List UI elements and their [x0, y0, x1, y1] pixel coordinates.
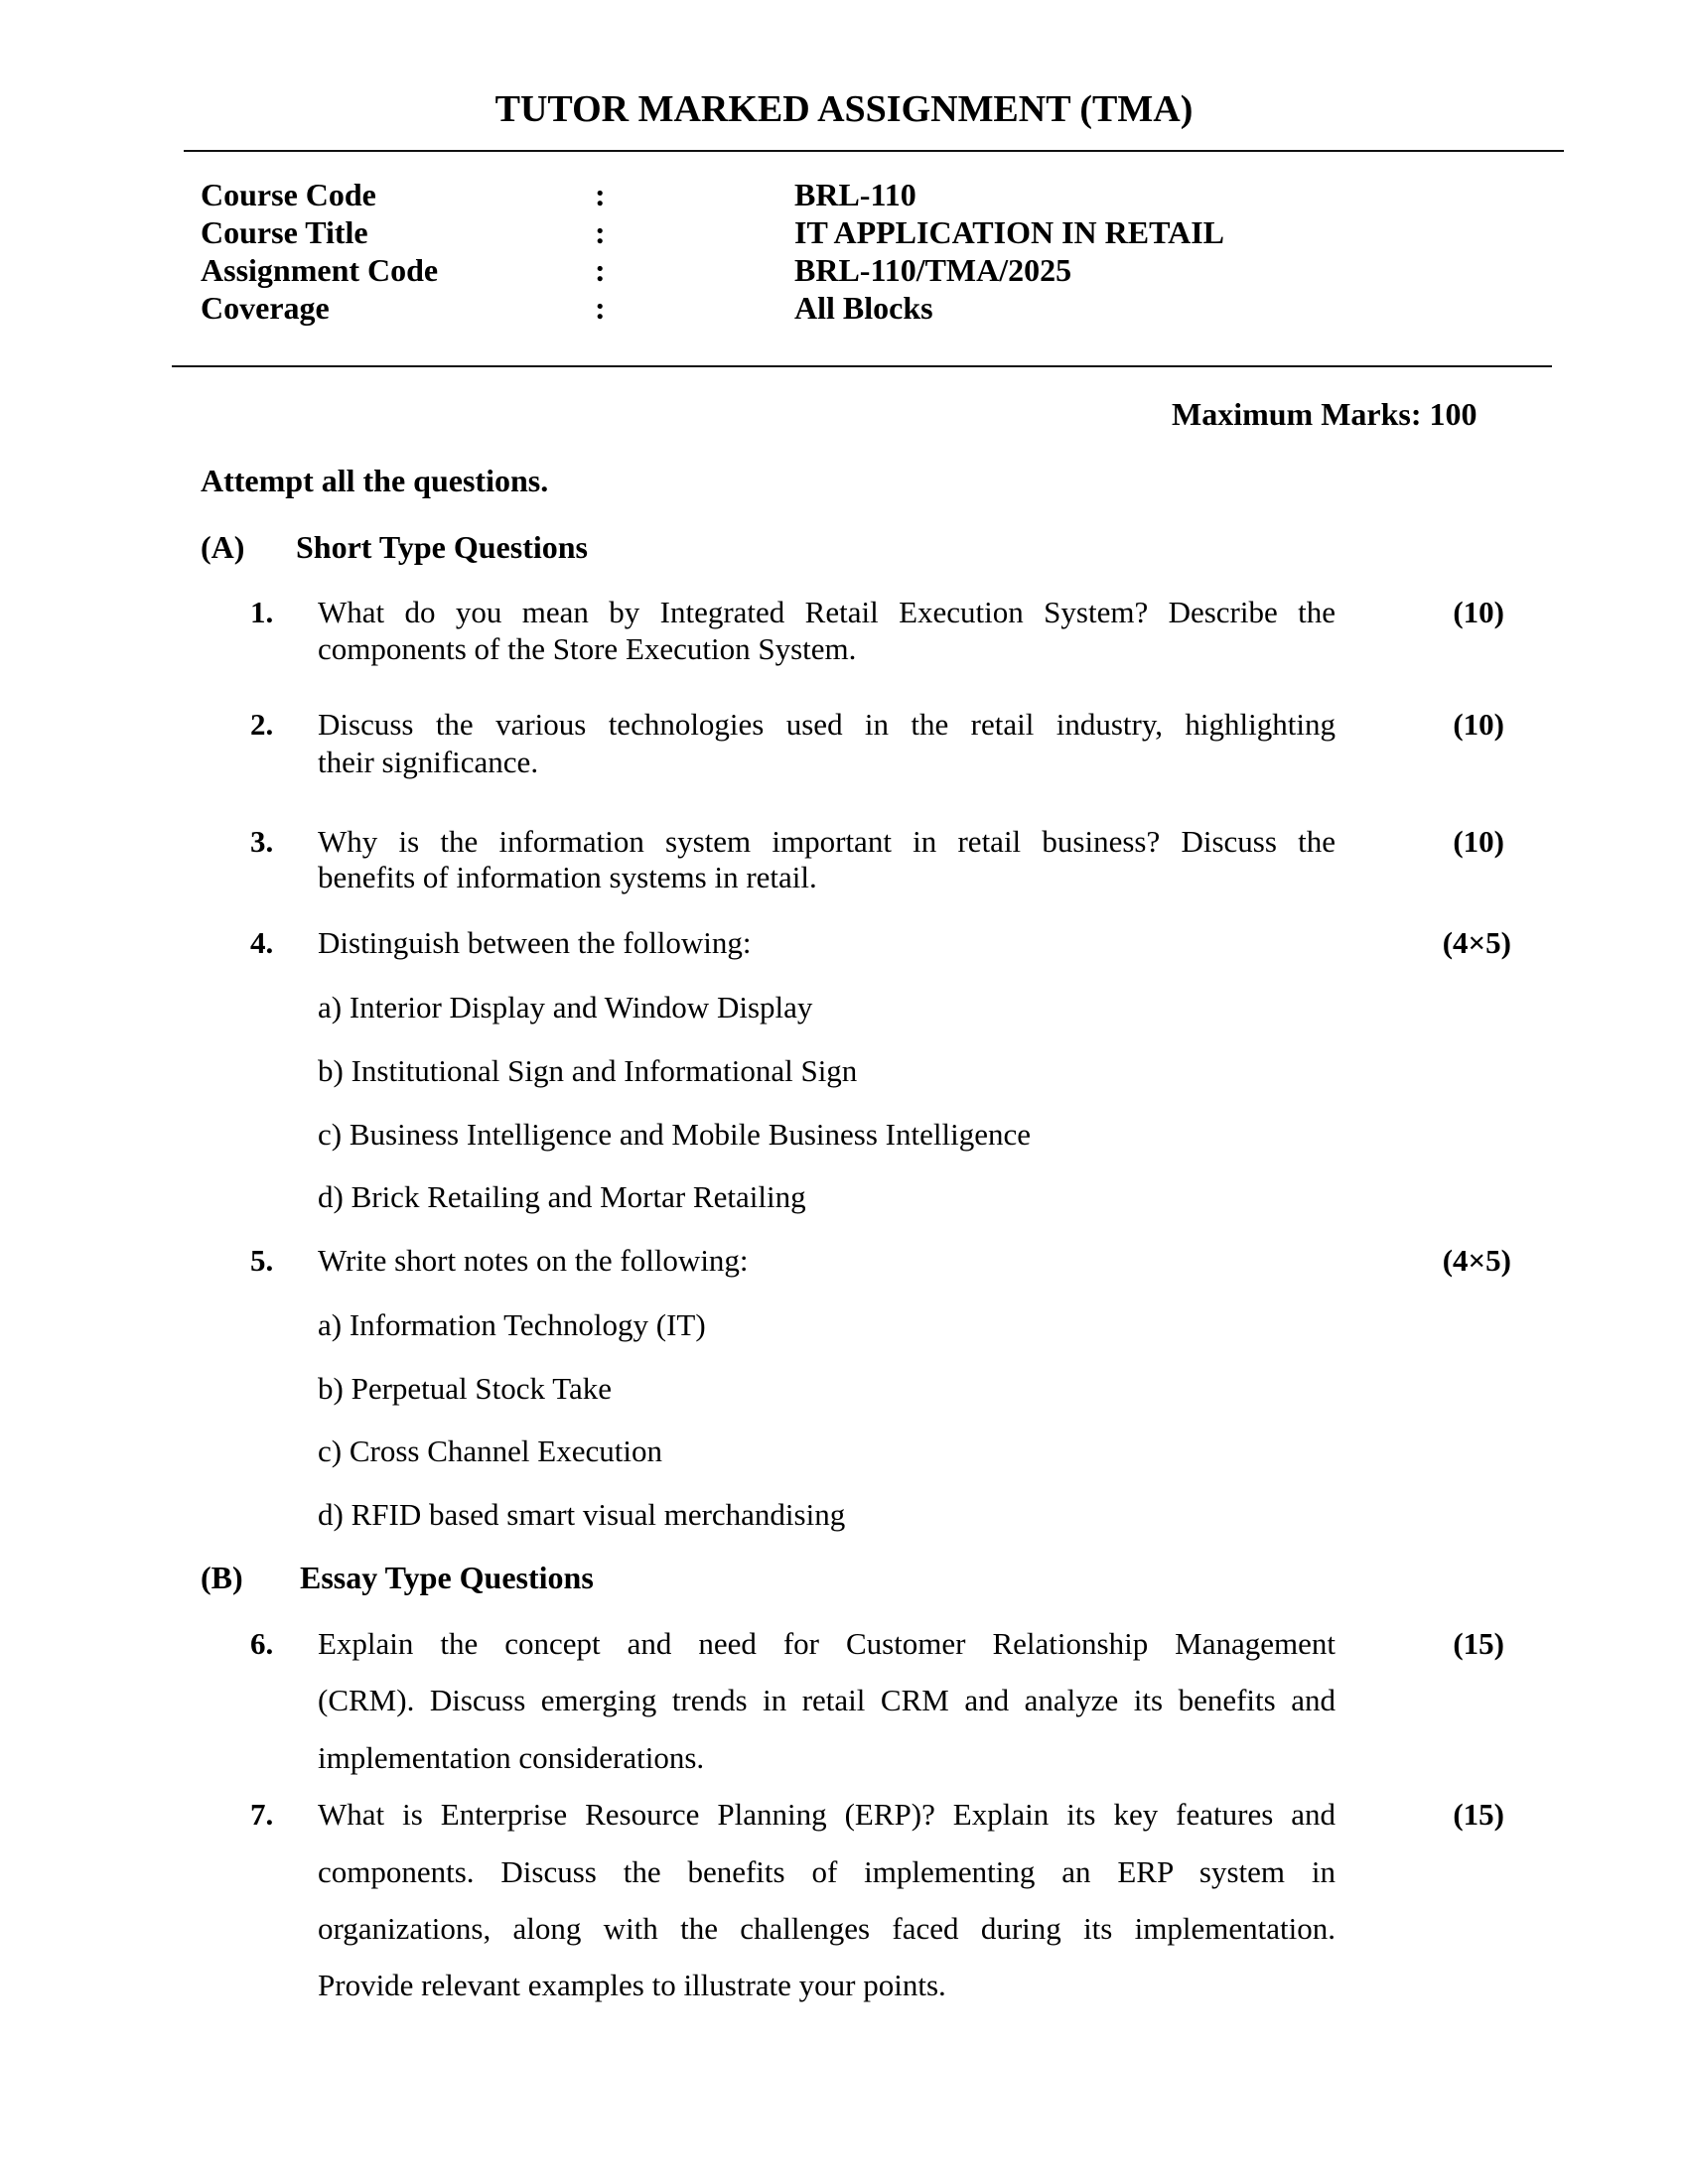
- question-marks: (15): [1453, 1797, 1504, 1832]
- question-marks: (4×5): [1442, 925, 1511, 960]
- question-text-line: Write short notes on the following:: [318, 1243, 749, 1278]
- sub-item: d) RFID based smart visual merchandising: [318, 1497, 846, 1532]
- section-title: Essay Type Questions: [300, 1560, 594, 1595]
- question-text-line: benefits of information systems in retail.: [318, 860, 817, 894]
- header-bottom-rule: [172, 365, 1552, 367]
- question-text-line: Discuss the various technologies used in the retail industry, highlighting: [318, 707, 1336, 742]
- question-marks: (4×5): [1442, 1243, 1511, 1278]
- sub-item: d) Brick Retailing and Mortar Retailing: [318, 1179, 806, 1214]
- sub-item: a) Interior Display and Window Display: [318, 990, 813, 1024]
- document-title: TUTOR MARKED ASSIGNMENT (TMA): [494, 88, 1194, 130]
- section-title: Short Type Questions: [296, 529, 588, 565]
- question-number: 3.: [250, 824, 274, 859]
- section-tag: (B): [201, 1560, 243, 1595]
- question-text-line: their significance.: [318, 745, 539, 779]
- section-tag: (A): [201, 529, 245, 565]
- meta-separator: :: [595, 214, 606, 250]
- question-text-line: components. Discuss the benefits of implementing an ERP system in: [318, 1854, 1336, 1889]
- meta-separator: :: [595, 290, 606, 326]
- question-text-line: Distinguish between the following:: [318, 925, 752, 960]
- meta-label: Coverage: [201, 290, 330, 326]
- meta-label: Course Code: [201, 177, 376, 212]
- question-marks: (10): [1453, 707, 1504, 742]
- question-number: 2.: [250, 707, 274, 742]
- question-marks: (10): [1453, 824, 1504, 859]
- header-top-rule: [184, 150, 1564, 152]
- sub-item: b) Perpetual Stock Take: [318, 1371, 612, 1406]
- meta-value: IT APPLICATION IN RETAIL: [794, 214, 1224, 250]
- question-marks: (10): [1453, 595, 1504, 629]
- question-number: 4.: [250, 925, 274, 960]
- question-text-line: What is Enterprise Resource Planning (ERP)? Explain its key features and: [318, 1797, 1336, 1832]
- meta-label: Course Title: [201, 214, 368, 250]
- question-text-line: implementation considerations.: [318, 1740, 705, 1775]
- sub-item: c) Cross Channel Execution: [318, 1433, 662, 1468]
- question-text-line: Explain the concept and need for Customer Relationship Management: [318, 1626, 1336, 1661]
- question-text-line: organizations, along with the challenges faced during its implementation.: [318, 1911, 1336, 1946]
- question-text-line: (CRM). Discuss emerging trends in retail CRM and analyze its benefits and: [318, 1683, 1336, 1717]
- question-text-line: Why is the information system important in retail business? Discuss the: [318, 824, 1336, 859]
- question-text-line: Provide relevant examples to illustrate your points.: [318, 1968, 946, 2002]
- maximum-marks: Maximum Marks: 100: [1172, 396, 1477, 432]
- meta-value: BRL-110/TMA/2025: [794, 252, 1072, 288]
- question-number: 7.: [250, 1797, 274, 1832]
- instruction: Attempt all the questions.: [201, 463, 549, 498]
- sub-item: a) Information Technology (IT): [318, 1307, 706, 1342]
- meta-value: All Blocks: [794, 290, 933, 326]
- sub-item: c) Business Intelligence and Mobile Business Intelligence: [318, 1117, 1031, 1152]
- meta-label: Assignment Code: [201, 252, 439, 288]
- sub-item: b) Institutional Sign and Informational Sign: [318, 1053, 858, 1088]
- meta-separator: :: [595, 252, 606, 288]
- question-text-line: components of the Store Execution System.: [318, 631, 857, 666]
- question-number: 1.: [250, 595, 274, 629]
- question-number: 6.: [250, 1626, 274, 1661]
- meta-separator: :: [595, 177, 606, 212]
- meta-value: BRL-110: [794, 177, 916, 212]
- question-marks: (15): [1453, 1626, 1504, 1661]
- question-text-line: What do you mean by Integrated Retail Execution System? Describe the: [318, 595, 1336, 629]
- question-number: 5.: [250, 1243, 274, 1278]
